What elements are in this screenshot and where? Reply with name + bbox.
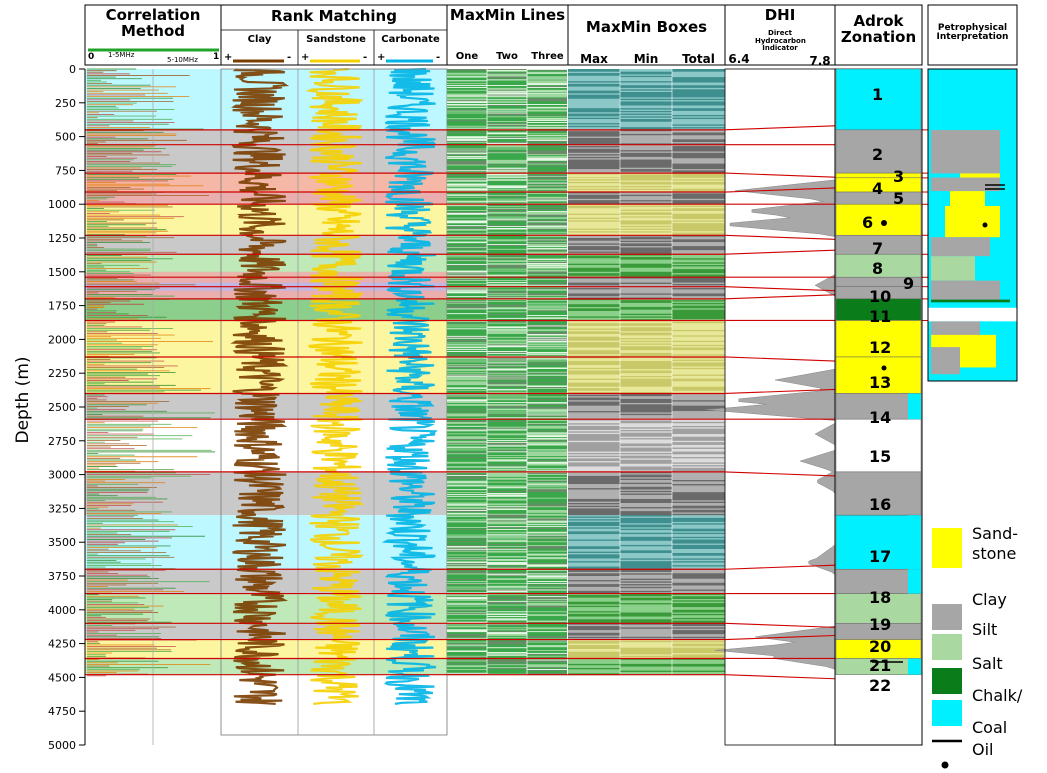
maxmin-lines-sub: Three — [531, 51, 564, 62]
dhi-subtitle: Direct Hydrocarbon Indicator — [755, 29, 806, 53]
petro-block — [931, 347, 960, 374]
depth-tick-label: 2500 — [48, 401, 76, 414]
zone-label: 10 — [869, 287, 892, 306]
depth-tick-label: 4250 — [48, 637, 76, 651]
zone-label: 20 — [869, 637, 892, 656]
depth-tick-label: 500 — [55, 130, 76, 144]
adrok-zonation-title: Adrok Zonation — [840, 12, 917, 46]
legend-label-4: Chalk/ — [972, 686, 1023, 705]
zone-label: 19 — [869, 615, 892, 634]
maxmin-boxes-sub: Total — [682, 52, 715, 66]
maxmin-lines-sub: One — [455, 51, 479, 62]
zone-label: 13 — [869, 373, 892, 392]
legend-label-1: Clay — [972, 590, 1007, 609]
zone-label: 22 — [869, 676, 892, 695]
zone-label: 9 — [903, 274, 915, 293]
zone-connector — [725, 675, 835, 679]
depth-tick-label: 250 — [55, 96, 76, 110]
petro-block — [945, 206, 1000, 237]
maxmin-boxes-sub: Max — [580, 52, 608, 66]
petro-block — [931, 281, 1000, 300]
depth-tick-label: 750 — [55, 164, 76, 178]
zone-label: 5 — [893, 189, 905, 208]
maxmin-lines-sub: Two — [496, 51, 518, 62]
correlation-method-title: Correlation Method — [105, 6, 201, 40]
petro-gap — [928, 308, 1017, 322]
petro-block — [960, 173, 1000, 177]
depth-tick-label: 0 — [69, 63, 76, 76]
zone-label: 16 — [869, 495, 892, 514]
zone-label: 2 — [872, 145, 884, 164]
oil-dot-icon — [983, 223, 988, 228]
maxmin-lines-title: MaxMin Lines — [449, 6, 566, 24]
zone-label: 14 — [869, 408, 892, 427]
zone-label: 12 — [869, 338, 892, 357]
petro-block — [931, 300, 1010, 303]
maxmin-boxes — [568, 69, 725, 675]
zone-label: 6 — [862, 213, 874, 232]
zone-connector — [725, 173, 835, 177]
adrok-zone — [836, 173, 921, 178]
oil-dot-icon — [881, 220, 887, 226]
rank-sign-minus: - — [287, 52, 292, 63]
adrok-zone-edge — [908, 515, 921, 569]
zone-connector — [725, 250, 835, 254]
dhi-max: 7.8 — [809, 54, 831, 68]
zone-label: 11 — [869, 307, 892, 326]
petro-block — [950, 191, 985, 206]
depth-tick-label: 2750 — [48, 434, 76, 448]
depth-tick-label: 2250 — [48, 367, 76, 381]
zone-connector — [725, 126, 835, 130]
rank-sign-minus: - — [363, 52, 368, 63]
rank-sub-carbonate: Carbonate — [381, 34, 440, 45]
zone-label: 15 — [869, 447, 892, 466]
zone-label: 4 — [872, 179, 884, 198]
zone-label: 21 — [869, 656, 892, 675]
maxmin-boxes-sub: Min — [633, 52, 659, 66]
zone-label: 7 — [872, 239, 884, 258]
correlation-scale-right: 1 — [213, 52, 220, 62]
depth-tick-label: 1500 — [48, 265, 76, 279]
depth-tick-label: 3000 — [48, 468, 76, 482]
depth-tick-label: 3500 — [48, 536, 76, 550]
maxmin-boxes-title: MaxMin Boxes — [585, 18, 708, 36]
depth-tick-label: 4750 — [48, 705, 76, 719]
rank-matching-title: Rank Matching — [271, 7, 397, 25]
zone-label: 17 — [869, 547, 892, 566]
depth-axis-title: Depth (m) — [13, 356, 33, 444]
depth-tick-label: 2000 — [48, 333, 76, 347]
depth-tick-label: 4500 — [48, 671, 76, 685]
zone-label: 8 — [872, 259, 884, 278]
zone-label: 18 — [869, 588, 892, 607]
zone-label: 1 — [872, 85, 884, 104]
depth-tick-label: 3750 — [48, 570, 76, 583]
dhi-title: DHI — [764, 6, 796, 24]
petro-block — [931, 237, 990, 256]
rank-sub-clay: Clay — [247, 34, 272, 45]
depth-tick-label: 1750 — [48, 299, 76, 313]
depth-tick-label: 1000 — [48, 198, 76, 212]
legend-label-0: Sand- stone — [972, 524, 1019, 563]
zone-connector — [725, 357, 835, 361]
depth-tick-label: 3250 — [48, 502, 76, 516]
depth-tick-label: 1250 — [48, 232, 76, 245]
zone-label: 3 — [893, 167, 905, 186]
zone-connector — [725, 472, 835, 476]
legend-label-6: Oil — [972, 740, 994, 759]
adrok-zone-edge — [908, 658, 921, 674]
legend-swatch — [932, 604, 962, 630]
adrok-zone-edge — [908, 569, 921, 593]
rank-sign-plus: + — [224, 52, 233, 63]
depth-tick-label: 4000 — [48, 603, 76, 617]
legend-swatch — [932, 700, 962, 726]
maxmin-lines — [447, 69, 567, 675]
legend-label-2: Silt — [972, 620, 998, 639]
legend-swatch — [932, 528, 962, 568]
legend-label-5: Coal — [972, 718, 1008, 737]
rank-sign-plus: + — [301, 52, 310, 63]
correlation-freq-high: 5-10MHz — [167, 56, 198, 64]
dhi-min: 6.4 — [728, 52, 750, 66]
adrok-zone-edge — [908, 393, 921, 419]
legend-oil-icon — [942, 762, 949, 769]
depth-tick-label: 5000 — [48, 739, 76, 752]
legend-label-3: Salt — [972, 654, 1003, 673]
correlation-scale-left: 0 — [88, 52, 95, 62]
rank-sub-sandstone: Sandstone — [306, 34, 366, 45]
petro-block — [931, 130, 1000, 173]
legend-swatch — [932, 634, 962, 660]
adrok-zone — [836, 204, 921, 235]
rank-sign-minus: - — [436, 52, 441, 63]
oil-dot-icon — [882, 366, 887, 371]
zone-connector — [725, 295, 835, 299]
correlation-freq-low: 1-5MHz — [108, 51, 135, 59]
petrophysical-title: Petrophysical Interpretation — [936, 23, 1009, 43]
zone-connector — [725, 623, 835, 627]
rank-sign-plus: + — [377, 52, 386, 63]
zone-connector — [725, 235, 835, 239]
petro-block — [931, 256, 975, 280]
legend-swatch — [932, 668, 962, 694]
